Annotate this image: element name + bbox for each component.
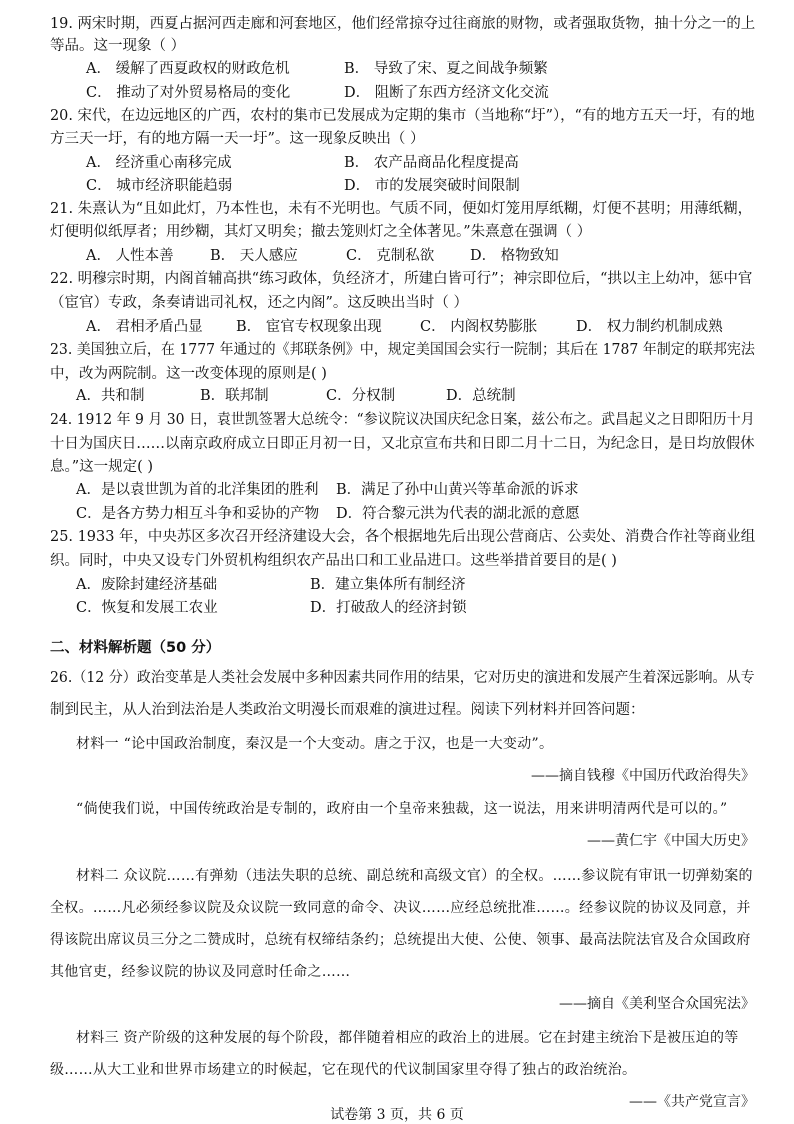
material-3-line: 级……从大工业和世界市场建立的时候起，它在现代的代议制国家里夺得了独占的政治统治。 xyxy=(50,1062,637,1078)
question-25-option-b: B．建立集体所有制经济 xyxy=(310,577,466,593)
question-20-option-d: D． 市的发展突破时间限制 xyxy=(344,178,520,194)
question-20-stem-line: 方三天一圩，有的地方隔一天一圩”。这一现象反映出（ ） xyxy=(50,131,425,147)
question-22-option-a: A． 君相矛盾凸显 xyxy=(86,319,203,335)
question-23-stem-line: 中，改为两院制。这一改变体现的原则是( ) xyxy=(50,366,327,382)
question-19-option-d: D． 阻断了东西方经济文化交流 xyxy=(344,85,549,101)
question-21-option-d: D． 格物致知 xyxy=(470,248,559,264)
question-25-stem-line: 织。同时，中央又设专门外贸机构组织农产品出口和工业品进口。这些举措首要目的是( ) xyxy=(50,553,617,569)
question-21-option-c: C． 克制私欲 xyxy=(346,248,435,264)
question-26-intro-line: 制到民主，从人治到法治是人类政治文明漫长而艰难的演进过程。阅读下列材料并回答问题： xyxy=(50,702,645,718)
material-1b-source: ——黄仁宇《中国大历史》 xyxy=(587,833,755,849)
question-19-stem-line: 等品。这一现象（ ） xyxy=(50,38,186,54)
question-20-option-b: B． 农产品商品化程度提高 xyxy=(344,155,519,171)
material-1-text: 材料一 “论中国政治制度，秦汉是一个大变动。唐之于汉，也是一大变动”。 xyxy=(76,736,554,752)
page-footer: 试卷第 3 页，共 6 页 xyxy=(330,1107,464,1123)
question-25-stem-line: 25. 1933 年，中央苏区多次召开经济建设大会，各个根据地先后出现公营商店、公卖处、消费合作社等商业组 xyxy=(50,529,756,545)
section-title: 二、材料解析题（50 分） xyxy=(50,640,221,656)
question-24-stem-line: 24. 1912 年 9 月 30 日，袁世凯签署大总统令：“参议院议决国庆纪念日案，兹公布之。武昌起义之日即阳历十月 xyxy=(50,412,755,428)
question-23-option-c: C．分权制 xyxy=(326,388,396,404)
material-1b-text: “倘使我们说，中国传统政治是专制的，政府由一个皇帝来独裁，这一说法，用来讲明清两代是可以的。” xyxy=(76,801,728,817)
question-24-option-c: C．是各方势力相互斗争和妥协的产物 xyxy=(76,506,320,522)
material-3-line: 材料三 资产阶级的这种发展的每个阶段，都伴随着相应的政治上的进展。它在封建主统治下是被压迫的等 xyxy=(76,1030,739,1046)
question-24-stem-line: 息。”这一规定( ) xyxy=(50,459,154,475)
material-3-source: ——《共产党宣言》 xyxy=(629,1094,755,1110)
question-24-option-b: B．满足了孙中山黄兴等革命派的诉求 xyxy=(336,482,579,498)
question-22-stem-line: （宦官）专政，条奏请诎司礼权，还之内阁”。这反映出当时（ ） xyxy=(50,295,469,311)
question-23-option-a: A．共和制 xyxy=(76,388,145,404)
question-24-stem-line: 十日为国庆日……以南京政府成立日即正月初一日，又北京宣布共和日即二月十二日，为纪念日，是日均放假休 xyxy=(50,436,755,452)
question-21-stem-line: 灯便明似纸厚者；用纱糊，其灯又明矣；撤去笼则灯之全体著见。”朱熹意在强调（ ） xyxy=(50,224,592,240)
question-26-intro-line: 26.（12 分）政治变革是人类社会发展中多种因素共同作用的结果，它对历史的演进和发展产生着深远影响。从专 xyxy=(50,670,755,686)
question-19-stem-line: 19. 两宋时期，西夏占据河西走廊和河套地区，他们经常掠夺过往商旅的财物，或者强取货物，抽十分之一的上 xyxy=(50,16,756,32)
question-23-option-b: B．联邦制 xyxy=(200,388,269,404)
question-23-option-d: D．总统制 xyxy=(446,388,516,404)
question-22-option-d: D． 权力制约机制成熟 xyxy=(576,319,723,335)
question-25-option-d: D．打破敌人的经济封锁 xyxy=(310,600,467,616)
material-2-line: 全权。……凡必须经参议院及众议院一致同意的命令、决议……应经总统批准……。经参议院的协议及同意，并 xyxy=(50,900,751,916)
question-22-option-c: C． 内阁权势膨胀 xyxy=(420,319,538,335)
material-2-line: 得该院出席议员三分之二赞成时，总统有权缔结条约；总统提出大使、公使、领事、最高法院法官及合众国政府 xyxy=(50,932,751,948)
material-2-line: 其他官吏，经参议院的协议及同意时任命之…… xyxy=(50,964,351,980)
question-20-option-a: A． 经济重心南移完成 xyxy=(86,155,232,171)
question-22-option-b: B． 宦官专权现象出现 xyxy=(236,319,382,335)
question-22-stem-line: 22. 明穆宗时期，内阁首辅高拱“练习政体，负经济才，所建白皆可行”；神宗即位后，“拱以主上幼冲，惩中官 xyxy=(50,271,753,287)
question-19-option-b: B． 导致了宋、夏之间战争频繁 xyxy=(344,61,548,77)
material-2-line: 材料二 众议院……有弹劾（违法失职的总统、副总统和高级文官）的全权。……参议院有审讯一切弹劾案的 xyxy=(76,868,753,884)
question-20-stem-line: 20. 宋代，在边远地区的广西，农村的集市已发展成为定期的集市（当地称“圩”），“有的地方五天一圩，有的地 xyxy=(50,108,755,124)
question-23-stem-line: 23. 美国独立后，在 1777 年通过的《邦联条例》中，规定美国国会实行一院制；其后在 1787 年制定的联邦宪法 xyxy=(50,342,755,358)
material-1-source: ——摘自钱穆《中国历代政治得失》 xyxy=(531,768,755,784)
question-24-option-d: D．符合黎元洪为代表的湖北派的意愿 xyxy=(336,506,580,522)
question-21-option-b: B． 天人感应 xyxy=(210,248,298,264)
question-25-option-c: C．恢复和发展工农业 xyxy=(76,600,218,616)
material-2-source: ——摘自《美利坚合众国宪法》 xyxy=(559,996,755,1012)
question-24-option-a: A．是以袁世凯为首的北洋集团的胜利 xyxy=(76,482,319,498)
question-20-option-c: C． 城市经济职能趋弱 xyxy=(86,178,233,194)
question-19-option-c: C． 推动了对外贸易格局的变化 xyxy=(86,85,291,101)
question-21-option-a: A． 人性本善 xyxy=(86,248,174,264)
question-19-option-a: A． 缓解了西夏政权的财政危机 xyxy=(86,61,290,77)
question-25-option-a: A．废除封建经济基础 xyxy=(76,577,217,593)
question-21-stem-line: 21. 朱熹认为“且如此灯，乃本性也，未有不光明也。气质不同，便如灯笼用厚纸糊，灯便不甚明；用薄纸糊， xyxy=(50,201,753,217)
